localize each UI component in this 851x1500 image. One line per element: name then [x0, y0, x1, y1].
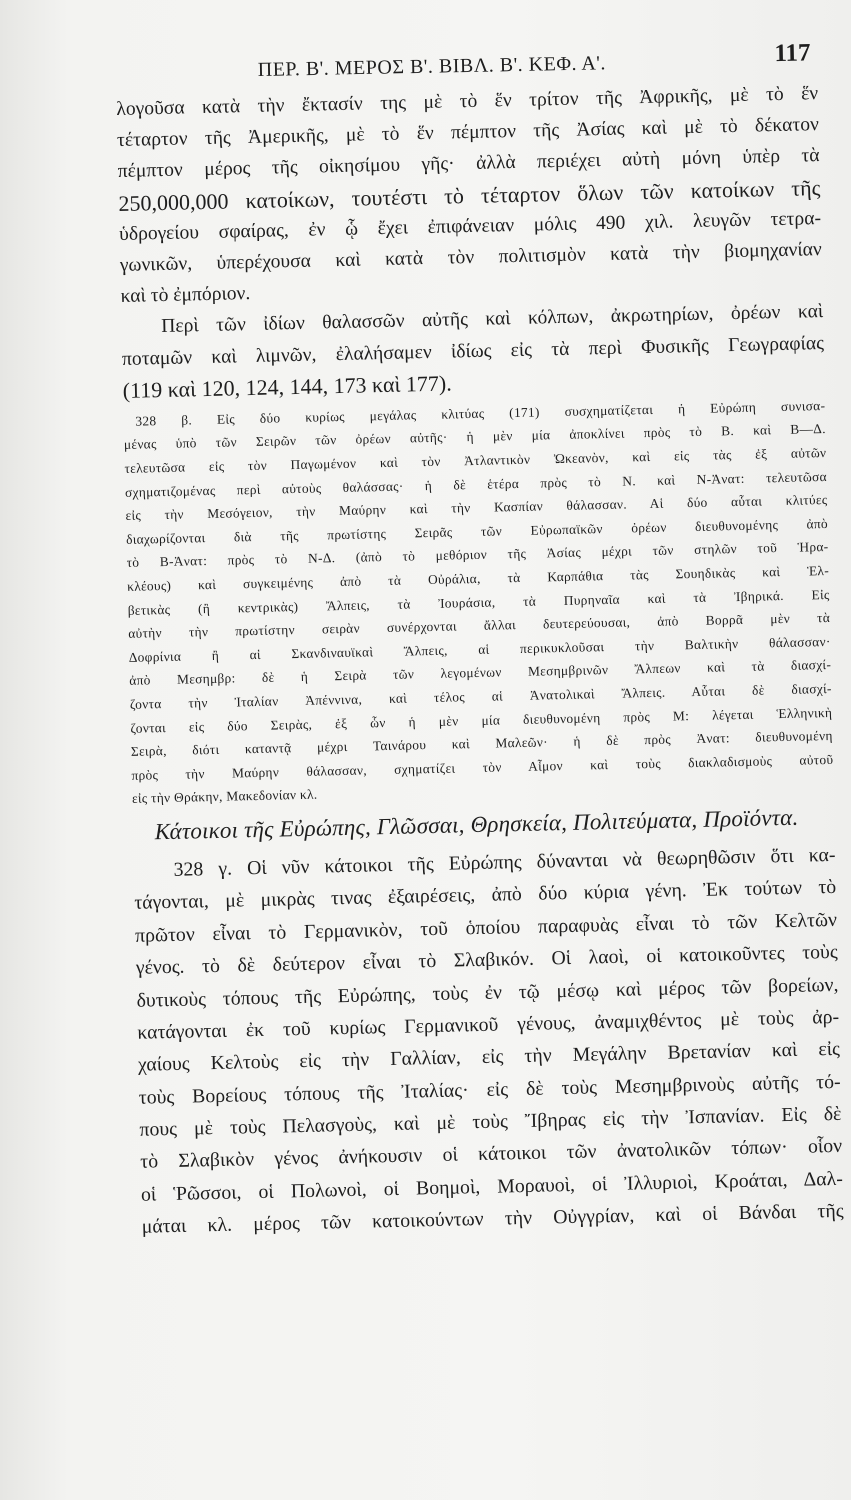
text-line: τάγονται, μὲ μικρὰς τινας ἐξαιρέσεις, ἀπὸ δύο κύρια γένη. Ἐκ τούτων τὸ [134, 876, 837, 915]
page-number: 117 [774, 39, 811, 68]
text-line: σχηματιζομένας περὶ αὐτοὺς θαλάσσας· ἡ δὲ ἑτέρα πρὸς τὸ Ν. καὶ Ν-Ἀνατ: τελευτῶσα [124, 468, 828, 500]
text-line: 328 γ. Οἱ νῦν κάτοικοι τῆς Εὐρώπης δύνανται νὰ θεωρηθῶσιν ὅτι κα- [173, 843, 836, 881]
text-line: γένος. τὸ δὲ δεύτερον εἶναι τὸ Σλαβικόν. Οἱ λαοὶ, οἱ κατοικοῦντες τοὺς [135, 940, 838, 979]
text-line: εἰς τὴν Θράκην, Μακεδονίαν κλ. [131, 786, 318, 807]
text-line: καὶ τὸ ἐμπόριον. [120, 283, 251, 308]
text-line: κλέους) καὶ συγκειμένης ἀπὸ τὰ Οὐράλια, τὰ Καρπάθια τὰς Σουηδικὰς καὶ Ἑλ- [127, 562, 830, 594]
page-header [257, 31, 811, 82]
text-line: κατάγονται ἐκ τοῦ κυρίως Γερμανικοῦ γένους, ἀναμιχθέντος μὲ τοὺς ἀρ- [137, 1005, 840, 1044]
text-line: χαίους Κελτοὺς εἰς τὴν Γαλλίαν, εἰς τὴν Μεγάλην Βρετανίαν καὶ εἰς [137, 1038, 841, 1077]
text-line: εἰς τὴν Μεσόγειον, τὴν Μαύρην καὶ τὴν Κασπίαν θάλασσαν. Αἱ δύο αὗται κλιτύες [125, 492, 828, 524]
paragraph-2 [121, 296, 825, 405]
text-line: Περὶ τῶν ἰδίων θαλασσῶν αὐτῆς καὶ κόλπων, ἀκρωτηρίων, ὀρέων καὶ [161, 301, 824, 338]
section-328b [123, 394, 834, 811]
text-line: γωνικῶν, ὑπερέχουσα καὶ κατὰ τὸν πολιτισμὸν κατὰ τὴν βιομηχανίαν [119, 238, 822, 276]
text-line: μάται κλ. μέρος τῶν κατοικούντων τὴν Οὐγγρίαν, καὶ οἱ Βάνδαι τῆς [141, 1200, 844, 1238]
text-line: πρὸς τὴν Μαύρην θάλασσαν, σχηματίζει τὸν Αἷμον καὶ τοὺς διακλαδισμοὺς αὐτοῦ [131, 751, 834, 783]
running-title: ΠΕΡ. Β'. ΜΕΡΟΣ Β'. ΒΙΒΛ. Β'. ΚΕΦ. Α'. [257, 52, 607, 82]
text-line: βετικὰς (ἢ κεντρικὰς) Ἄλπεις, τὰ Ἰουράσια, τὰ Πυρηναῖα καὶ τὰ Ἰβηρικά. Εἰς [127, 586, 830, 618]
text-line: τὸ Β-Ἀνατ: πρὸς τὸ Ν-Δ. (ἀπὸ τὸ μεθόριον τῆς Ἀσίας μέχρι τῶν στηλῶν τοῦ Ἡρα- [126, 539, 829, 571]
text-line: μένας ὑπὸ τῶν Σειρῶν τῶν ὀρέων αὐτῆς· ἡ μὲν μία ἀποκλίνει πρὸς τὸ Β. καὶ Β—Δ. [123, 421, 826, 453]
text-line: αὐτὴν τὴν πρωτίστην σειρὰν συνέρχονται ἄλλαι δευτερεύουσαι, ἀπὸ Βορρᾶ μὲν τὰ [128, 610, 831, 642]
text-line: λογοῦσα κατὰ τὴν ἔκτασίν της μὲ τὸ ἕν τρίτον τῆς Ἀφρικῆς, μὲ τὸ ἕν [116, 83, 819, 120]
text-line: 250,000,000 κατοίκων, τουτέστι τὸ τέταρτον ὅλων τῶν κατοίκων τῆς [118, 174, 821, 216]
section-328c [133, 839, 844, 1244]
text-line: τοὺς Βορείους τόπους τῆς Ἰταλίας· εἰς δὲ τοὺς Μεσημβρινοὺς αὐτῆς τό- [138, 1070, 841, 1109]
text-line: 328 β. Εἰς δύο κυρίως μεγάλας κλιτύας (171) συσχηματίζεται ἡ Εὐρώπη συνισα- [135, 397, 826, 429]
text-line: πους μὲ τοὺς Πελασγοὺς, καὶ μὲ τοὺς Ἴβηρας εἰς τὴν Ἰσπανίαν. Εἰς δὲ [139, 1102, 842, 1141]
paragraph-1 [116, 78, 823, 312]
text-line: ὑδρογείου σφαίρας, ἐν ᾧ ἔχει ἐπιφάνειαν μόλις 490 χιλ. λευγῶν τετρα- [118, 207, 822, 245]
text-line: Δοφρίνια ἢ αἱ Σκανδιναυϊκαὶ Ἄλπεις, αἱ περικυκλοῦσαι τὴν Βαλτικὴν θάλασσαν· [128, 633, 831, 665]
page-body [116, 78, 844, 1243]
text-line: πέμπτον μέρος τῆς οἰκησίμου γῆς· ἀλλὰ περιέχει αὐτὴ μόνη ὑπὲρ τὰ [117, 145, 820, 183]
text-line: δυτικοὺς τόπους τῆς Εὐρώπης, τοὺς ἐν τῷ μέσῳ καὶ μέρος τῶν βορείων, [136, 973, 839, 1012]
section-heading: Κάτοικοι τῆς Εὐρώπης, Γλῶσσαι, Θρησκεία, Πολιτεύματα, Προϊόντα. [154, 804, 799, 845]
text-line: ζονται εἰς δύο Σειρὰς, ἐξ ὧν ἡ μὲν μία διευθυνομένη πρὸς Μ: λέγεται Ἑλληνικὴ [130, 704, 833, 736]
text-line: τέταρτον τῆς Ἀμερικῆς, μὲ τὸ ἕν πέμπτον τῆς Ἀσίας καὶ μὲ τὸ δέκατον [116, 114, 820, 152]
text-line: Σειρὰ, διότι καταντᾷ μέχρι Ταινάρου καὶ Μαλεῶν· ἡ δὲ πρὸς Ἀνατ: διευθυνομένη [130, 728, 833, 760]
text-line: ἀπὸ Μεσημβρ: δὲ ἡ Σειρὰ τῶν λεγομένων Μεσημβρινῶν Ἄλπεων καὶ τὰ διασχί- [129, 657, 832, 689]
text-line: ζοντα τὴν Ἰταλίαν Ἀπέννινα, καὶ τέλος αἱ Ἀνατολικαὶ Ἄλπεις. Αὗται δὲ διασχί- [129, 680, 832, 712]
text-line: ποταμῶν καὶ λιμνῶν, ἐλαλήσαμεν ἰδίως εἰς τὰ περὶ Φυσικῆς Γεωγραφίας [121, 332, 825, 370]
text-line: διαχωρίζονται διὰ τῆς πρωτίστης Σειρᾶς τῶν Εὐρωπαϊκῶν ὀρέων διευθυνομένης ἀπὸ [125, 515, 829, 547]
text-line: τὸ Σλαβικὸν γένος ἀνήκουσιν οἱ κάτοικοι τῶν ἀνατολικῶν τόπων· οἷον [139, 1135, 843, 1174]
text-line: πρῶτον εἶναι τὸ Γερμανικὸν, τοῦ ὁποίου παραφυὰς εἶναι τὸ τῶν Κελτῶν [134, 908, 838, 947]
text-line: οἱ Ῥῶσσοι, οἱ Πολωνοὶ, οἱ Βοημοὶ, Μοραυοὶ, οἱ Ἰλλυριοὶ, Κροάται, Δαλ- [140, 1167, 844, 1206]
text-line: (119 καὶ 120, 124, 144, 173 καὶ 177). [122, 370, 452, 403]
text-line: τελευτῶσα εἰς τὸν Παγωμένον καὶ τὸν Ἀτλαντικὸν Ὠκεανὸν, καὶ εἰς τὰς ἐξ αὐτῶν [124, 445, 827, 476]
